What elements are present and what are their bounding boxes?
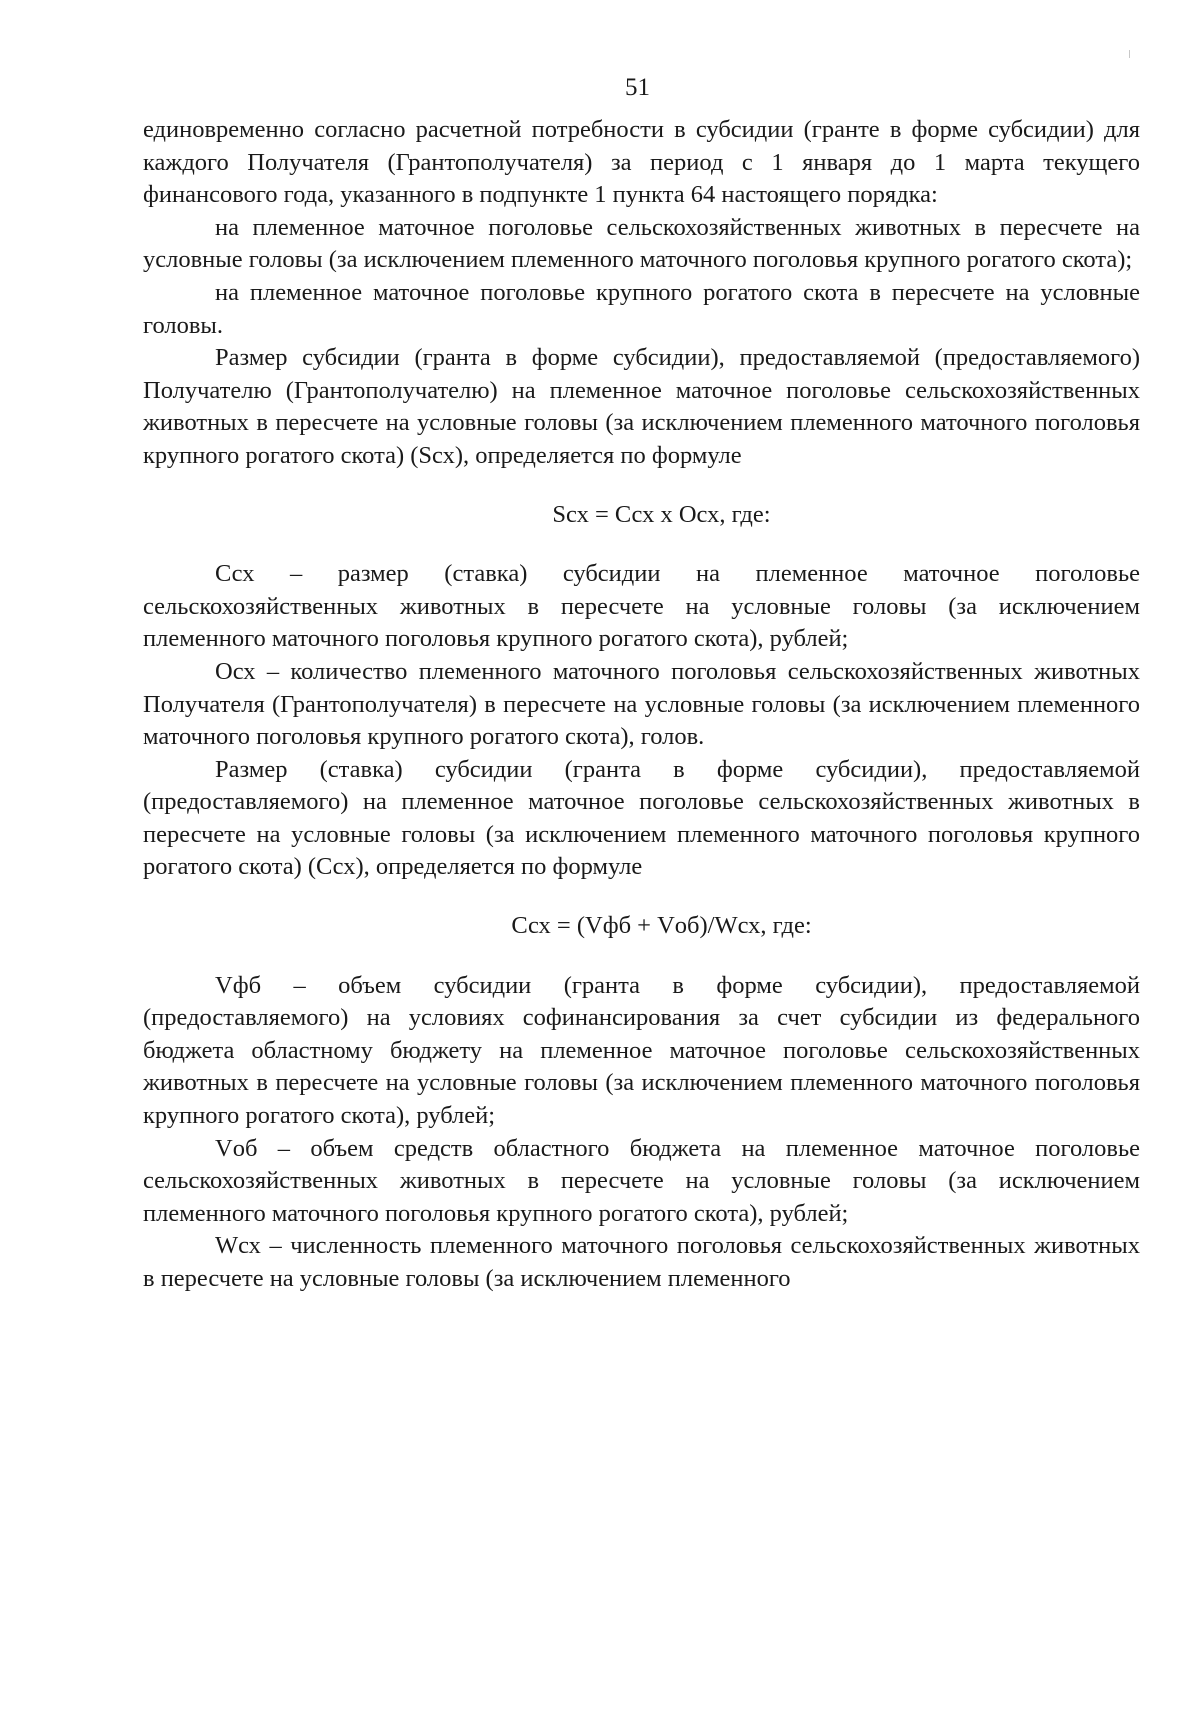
definition-vob: Vоб – объем средств областного бюджета на племенное маточное поголовье сельскохозяйственных животных в пересчете на условные головы (за исключением племенного маточного поголовья крупного рогатого скота), рублей; (143, 1134, 1140, 1227)
formula-ccx: Ссх = (Vфб + Vоб)/Wсх, где: (511, 912, 812, 940)
paragraph-subsidy-size: Размер субсидии (гранта в форме субсидии), предоставляемой (предоставляемого) Получателю (Грантополучателю) на племенное маточное поголовье сельскохозяйственных животных в пересчете на условные головы (за исключением племенного маточного поголовья крупного рогатого скота) (Sсх), определяется по формуле (143, 344, 1140, 469)
paragraph-item-cattle: на племенное маточное поголовье крупного рогатого скота в пересчете на условные головы. (143, 278, 1140, 339)
definition-vfb: Vфб – объем субсидии (гранта в форме субсидии), предоставляемой (предоставляемого) на условиях софинансирования за счет субсидии из федерального бюджета областному бюджету на племенное маточное поголовье сельскохозяйственных животных в пересчете на условные головы (за исключением племенного маточного поголовья крупного рогатого скота), рублей; (143, 971, 1140, 1130)
document-body (143, 114, 1140, 1296)
definition-ocx: Осх – количество племенного маточного поголовья сельскохозяйственных животных Получателя (Грантополучателя) в пересчете на условные головы (за исключением племенного маточного поголовья крупного рогатого скота), голов. (143, 657, 1140, 751)
paragraph-rate-size: Размер (ставка) субсидии (гранта в форме субсидии), предоставляемой (предоставляемого) на племенное маточное поголовье сельскохозяйственных животных в пересчете на условные головы (за исключением племенного маточного поголовья крупного рогатого скота) (Ссх), определяется по формуле (143, 755, 1140, 881)
definition-wcx: Wсх – численность племенного маточного поголовья сельскохозяйственных животных в пересчете на условные головы (за исключением племенного (143, 1232, 1140, 1292)
scan-mark (1129, 50, 1130, 58)
page-number: 51 (625, 74, 650, 101)
paragraph-intro: единовременно согласно расчетной потребности в субсидии (гранте в форме субсидии) для каждого Получателя (Грантополучателя) за период с 1 января до 1 марта текущего финансового года, указанного в подпункте 1 пункта 64 настоящего порядка: (143, 116, 1140, 209)
formula-scx: Sсх = Ссх х Осх, где: (552, 500, 771, 528)
definition-ccx: Ссх – размер (ставка) субсидии на племенное маточное поголовье сельскохозяйственных животных в пересчете на условные головы (за исключением племенного маточного поголовья крупного рогатого скота), рублей; (143, 560, 1140, 653)
paragraph-item-livestock: на племенное маточное поголовье сельскохозяйственных животных в пересчете на условные головы (за исключением племенного маточного поголовья крупного рогатого скота); (143, 213, 1140, 274)
